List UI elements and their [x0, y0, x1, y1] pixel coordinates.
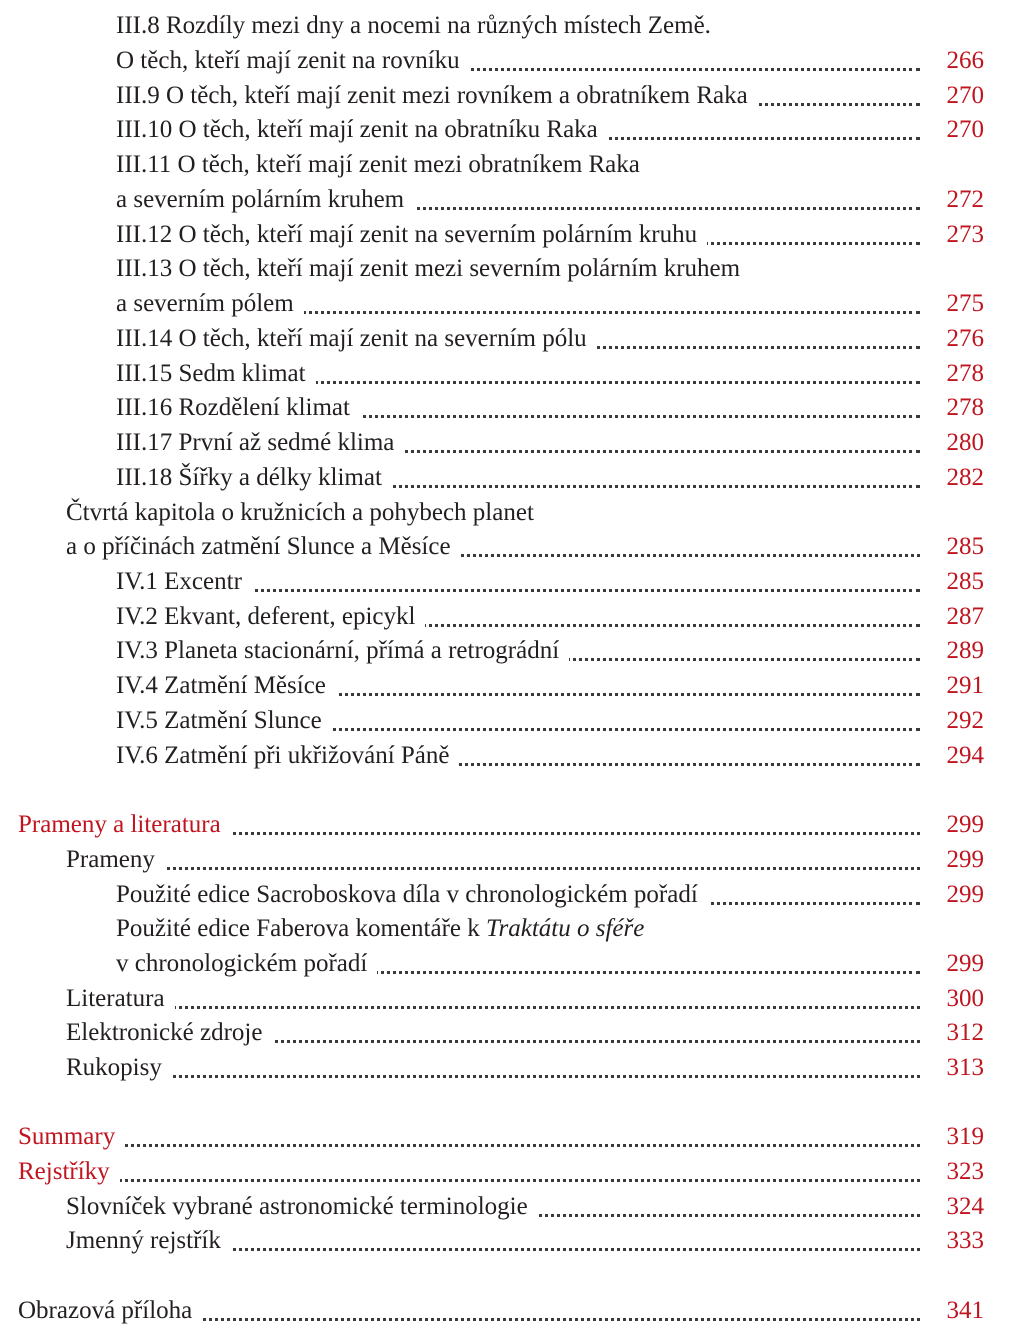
toc-entry-title	[116, 357, 316, 391]
toc-entry-title	[116, 113, 608, 147]
toc-entry-title	[18, 808, 231, 842]
toc-entry[interactable]	[0, 113, 1024, 147]
toc-dot-leader	[18, 1144, 920, 1147]
toc-entry[interactable]	[0, 9, 1024, 43]
toc-entry-title	[116, 912, 654, 946]
toc-entry[interactable]	[0, 912, 1024, 946]
toc-entry[interactable]	[0, 496, 1024, 530]
toc-page-number: 285	[946, 533, 984, 560]
toc-entry-text: Prameny a literatura	[18, 811, 221, 838]
toc-entry-title	[116, 739, 459, 773]
toc-entry-title	[66, 843, 165, 877]
toc-entry[interactable]	[0, 1120, 1024, 1154]
toc-entry-title	[18, 1155, 120, 1189]
toc-entry-text: Čtvrtá kapitola o kružnicích a pohybech planet	[66, 499, 534, 526]
toc-entry[interactable]	[0, 739, 1024, 773]
toc-page-number: 324	[946, 1193, 984, 1220]
toc-page-number: 280	[946, 429, 984, 456]
toc-entry-text: Obrazová příloha	[18, 1297, 193, 1324]
toc-entry-text: III.8 Rozdíly mezi dny a nocemi na různých místech Země.	[116, 12, 711, 39]
toc-page-number: 278	[946, 394, 984, 421]
toc-dot-leader	[66, 867, 920, 870]
toc-entry-title	[116, 565, 252, 599]
toc-page-number: 313	[946, 1054, 984, 1081]
toc-page-number: 273	[946, 221, 984, 248]
toc-page-number: 300	[946, 985, 984, 1012]
toc-entry-text: v chronologickém pořadí	[116, 950, 368, 977]
toc-entry[interactable]	[0, 982, 1024, 1016]
toc-dot-leader	[18, 1179, 920, 1182]
toc-entry-title	[66, 530, 461, 564]
toc-entry-title	[116, 391, 360, 425]
toc-entry-text: IV.3 Planeta stacionární, přímá a retrográdní	[116, 637, 560, 664]
toc-entry[interactable]	[0, 44, 1024, 78]
toc-entry[interactable]	[0, 1155, 1024, 1189]
toc-entry[interactable]	[0, 669, 1024, 703]
toc-entry-text: IV.6 Zatmění při ukřižování Páně	[116, 742, 450, 769]
toc-entry-text: IV.1 Excentr	[116, 568, 242, 595]
toc-entry-text: III.15 Sedm klimat	[116, 360, 306, 387]
toc-entry-title	[116, 183, 414, 217]
toc-entry[interactable]	[0, 287, 1024, 321]
toc-entry[interactable]	[0, 808, 1024, 842]
toc-entry-text: Prameny	[66, 846, 155, 873]
toc-entry-italic-title: Traktátu o sféře	[486, 915, 645, 942]
toc-entry[interactable]	[0, 218, 1024, 252]
toc-page-number: 299	[946, 950, 984, 977]
toc-page-number: 299	[946, 846, 984, 873]
toc-page-number: 278	[946, 360, 984, 387]
toc-entry-title	[116, 426, 404, 460]
toc-page-number: 323	[946, 1158, 984, 1185]
toc-entry-title	[66, 1051, 172, 1085]
toc-entry[interactable]	[0, 634, 1024, 668]
toc-page-number: 312	[946, 1019, 984, 1046]
toc-entry-title	[116, 79, 758, 113]
toc-entry-text: Literatura	[66, 985, 165, 1012]
toc-entry-text: III.16 Rozdělení klimat	[116, 394, 350, 421]
toc-page-number: 299	[946, 881, 984, 908]
toc-entry-title	[116, 148, 650, 182]
toc-entry[interactable]	[0, 79, 1024, 113]
toc-entry-title	[66, 1190, 538, 1224]
toc-entry-text: Jmenný rejstřík	[66, 1227, 221, 1254]
toc-page-number: 285	[946, 568, 984, 595]
toc-dot-leader	[66, 1075, 920, 1078]
toc-entry-title	[116, 947, 377, 981]
toc-entry-text: III.9 O těch, kteří mají zenit mezi rovníkem a obratníkem Raka	[116, 82, 748, 109]
toc-page-number: 291	[946, 672, 984, 699]
toc-entry-text: III.13 O těch, kteří mají zenit mezi severním polárním kruhem	[116, 255, 741, 282]
toc-entry-text: Rejstříky	[18, 1158, 110, 1185]
toc-entry-title	[116, 878, 708, 912]
toc-entry[interactable]	[0, 183, 1024, 217]
toc-entry-title	[66, 1016, 272, 1050]
toc-entry-title	[116, 634, 569, 668]
toc-entry[interactable]	[0, 878, 1024, 912]
toc-page-number: 287	[946, 603, 984, 630]
toc-entry-text: IV.5 Zatmění Slunce	[116, 707, 322, 734]
toc-page-number: 275	[946, 290, 984, 317]
toc-entry-title	[66, 496, 544, 530]
toc-page-number: 276	[946, 325, 984, 352]
toc-entry-text: a o příčinách zatmění Slunce a Měsíce	[66, 533, 451, 560]
toc-entry-text: III.11 O těch, kteří mají zenit mezi obratníkem Raka	[116, 151, 640, 178]
toc-entry[interactable]	[0, 148, 1024, 182]
toc-entry-text: IV.4 Zatmění Měsíce	[116, 672, 326, 699]
toc-entry-title	[116, 44, 470, 78]
toc-entry[interactable]	[0, 391, 1024, 425]
toc-entry-text: Použité edice Faberova komentáře k	[116, 915, 486, 942]
toc-entry-text: Rukopisy	[66, 1054, 162, 1081]
toc-entry-title	[116, 600, 425, 634]
toc-entry[interactable]	[0, 322, 1024, 356]
toc-entry-text: III.12 O těch, kteří mají zenit na severním polárním kruhu	[116, 221, 698, 248]
toc-entry[interactable]	[0, 426, 1024, 460]
toc-page-number: 292	[946, 707, 984, 734]
toc-entry[interactable]	[0, 1294, 1024, 1328]
toc-entry-text: Použité edice Sacroboskova díla v chronologickém pořadí	[116, 881, 698, 908]
toc-page-number: 272	[946, 186, 984, 213]
toc-entry-title	[116, 218, 707, 252]
toc-entry-title	[116, 704, 332, 738]
toc-page-number: 319	[946, 1123, 984, 1150]
toc-entry-text: a severním polárním kruhem	[116, 186, 405, 213]
toc-page-number: 341	[946, 1297, 984, 1324]
toc-entry-title	[116, 322, 597, 356]
toc-entry-title	[66, 1224, 231, 1258]
toc-entry[interactable]	[0, 1051, 1024, 1085]
toc-entry-title	[18, 1120, 125, 1154]
toc-entry[interactable]	[0, 461, 1024, 495]
toc-entry-text: Slovníček vybrané astronomické terminologie	[66, 1193, 528, 1220]
toc-entry[interactable]	[0, 947, 1024, 981]
toc-entry[interactable]	[0, 600, 1024, 634]
toc-entry[interactable]	[0, 843, 1024, 877]
toc-entry[interactable]	[0, 1016, 1024, 1050]
toc-page-number: 289	[946, 637, 984, 664]
toc-entry-text: O těch, kteří mají zenit na rovníku	[116, 47, 460, 74]
toc-entry[interactable]	[0, 1190, 1024, 1224]
toc-entry[interactable]	[0, 1224, 1024, 1258]
toc-entry-title	[116, 287, 304, 321]
toc-entry-title	[116, 461, 392, 495]
toc-entry-text: III.17 První až sedmé klima	[116, 429, 395, 456]
toc-entry-text: Summary	[18, 1123, 116, 1150]
toc-entry-title	[116, 9, 721, 43]
toc-entry-text: IV.2 Ekvant, deferent, epicykl	[116, 603, 416, 630]
toc-entry[interactable]	[0, 704, 1024, 738]
toc-entry-text: III.10 O těch, kteří mají zenit na obratníku Raka	[116, 116, 598, 143]
toc-entry-text: III.18 Šířky a délky klimat	[116, 464, 382, 491]
toc-entry-title	[116, 252, 750, 286]
toc-entry-title	[66, 982, 175, 1016]
toc-entry[interactable]	[0, 530, 1024, 564]
toc-entry-text: a severním pólem	[116, 290, 294, 317]
toc-entry[interactable]	[0, 565, 1024, 599]
toc-page-number: 270	[946, 116, 984, 143]
toc-entry[interactable]	[0, 357, 1024, 391]
toc-entry[interactable]	[0, 252, 1024, 286]
toc-entry-text: III.14 O těch, kteří mají zenit na severním pólu	[116, 325, 587, 352]
toc-dot-leader	[66, 1006, 920, 1009]
toc-entry-title	[18, 1294, 202, 1328]
toc-page-number: 282	[946, 464, 984, 491]
toc-entry-title	[116, 669, 336, 703]
toc-entry-text: Elektronické zdroje	[66, 1019, 263, 1046]
toc-page-number: 266	[946, 47, 984, 74]
toc-page-number: 270	[946, 82, 984, 109]
toc-page-number: 294	[946, 742, 984, 769]
toc-page-number: 299	[946, 811, 984, 838]
toc-page-number: 333	[946, 1227, 984, 1254]
